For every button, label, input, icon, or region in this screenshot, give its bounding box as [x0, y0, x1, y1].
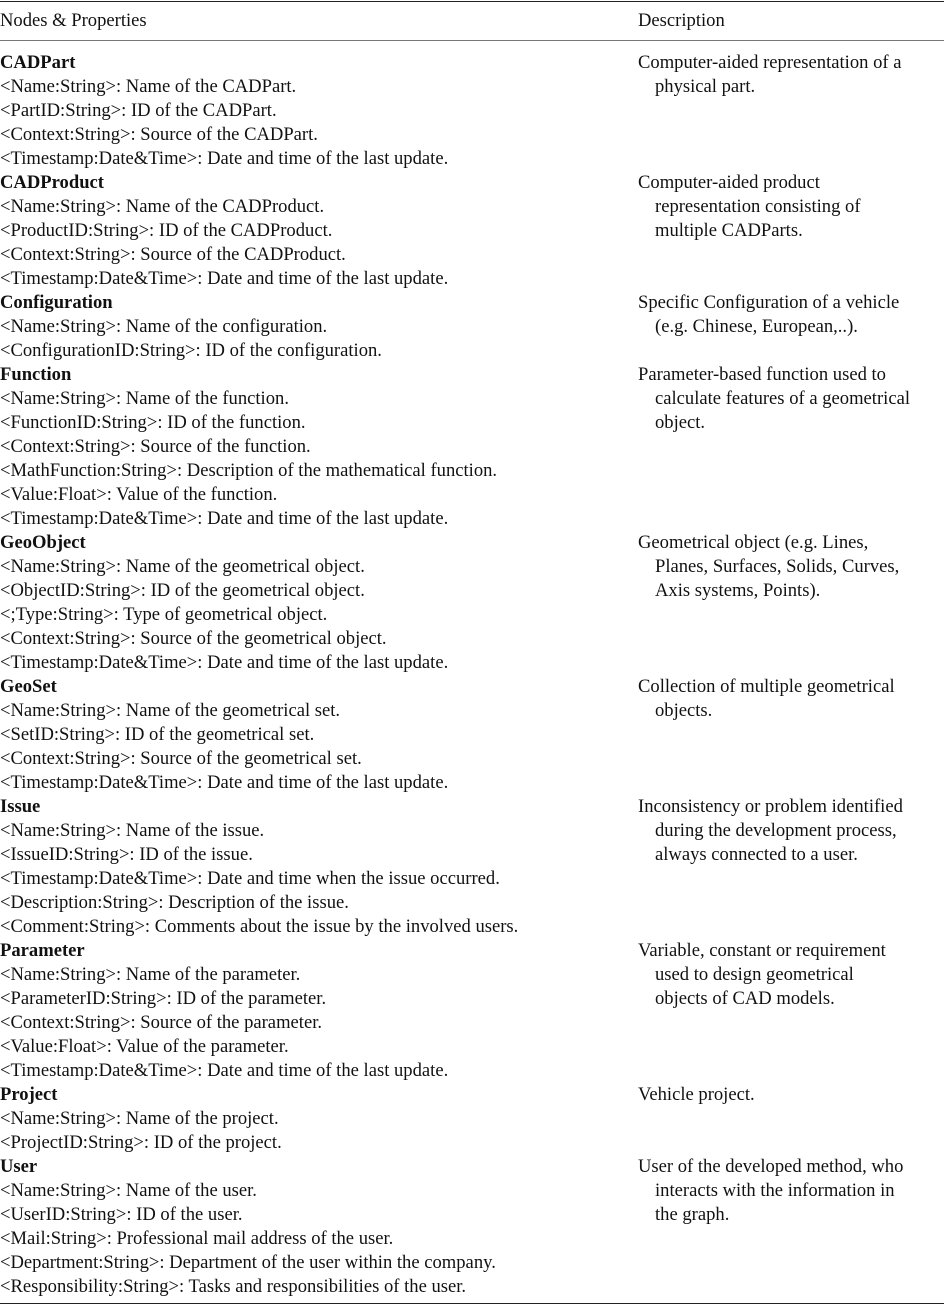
- node-property: <UserID:String>: ID of the user.: [0, 1204, 243, 1225]
- table-row: [0, 795, 944, 939]
- node-name: GeoSet: [0, 676, 57, 697]
- node-property: <Department:String>: Department of the user within the company.: [0, 1252, 496, 1273]
- description-cell: [638, 531, 944, 603]
- description-cell: [638, 171, 944, 243]
- node-property: <Timestamp:Date&Time>: Date and time of the last update.: [0, 508, 449, 529]
- description-line: used to design geometrical: [655, 964, 854, 985]
- description-line: Computer-aided representation of a: [638, 52, 902, 73]
- description-line: Geometrical object (e.g. Lines,: [638, 532, 869, 553]
- bottom-rule: [0, 1303, 944, 1304]
- node-property: <Context:String>: Source of the function.: [0, 436, 311, 457]
- node-property: <Mail:String>: Professional mail address of the user.: [0, 1228, 394, 1249]
- node-name: Issue: [0, 796, 41, 817]
- node-property: <Timestamp:Date&Time>: Date and time of the last update.: [0, 1060, 449, 1081]
- description-line: Variable, constant or requirement: [638, 940, 886, 961]
- node-property: <Name:String>: Name of the geometrical set.: [0, 700, 341, 721]
- node-property: <Comment:String>: Comments about the issue by the involved users.: [0, 916, 519, 937]
- header-nodes-properties: Nodes & Properties: [0, 10, 147, 31]
- table-row: [0, 1155, 944, 1299]
- node-cell: [0, 363, 638, 531]
- node-property: <ObjectID:String>: ID of the geometrical object.: [0, 580, 365, 601]
- description-line: interacts with the information in: [655, 1180, 895, 1201]
- node-cell: [0, 531, 638, 675]
- node-property: <Timestamp:Date&Time>: Date and time when the issue occurred.: [0, 868, 500, 889]
- description-line: Specific Configuration of a vehicle: [638, 292, 900, 313]
- table-row: [0, 363, 944, 531]
- node-property: <Context:String>: Source of the CADProduct.: [0, 244, 346, 265]
- node-property: <Context:String>: Source of the parameter.: [0, 1012, 323, 1033]
- node-property: <Name:String>: Name of the CADPart.: [0, 76, 297, 97]
- description-line: objects.: [655, 700, 713, 721]
- description-cell: [638, 51, 944, 99]
- node-property: <Timestamp:Date&Time>: Date and time of the last update.: [0, 268, 449, 289]
- node-property: <Context:String>: Source of the CADPart.: [0, 124, 318, 145]
- node-name: CADPart: [0, 52, 76, 73]
- node-cell: [0, 795, 638, 939]
- node-name: Configuration: [0, 292, 113, 313]
- description-line: the graph.: [655, 1204, 730, 1225]
- node-property: <Name:String>: Name of the project.: [0, 1108, 279, 1129]
- node-cell: [0, 939, 638, 1083]
- node-property: <Timestamp:Date&Time>: Date and time of the last update.: [0, 148, 449, 169]
- table-header: [0, 9, 944, 33]
- description-line: calculate features of a geometrical: [655, 388, 910, 409]
- node-property: <Context:String>: Source of the geometrical object.: [0, 628, 387, 649]
- description-cell: [638, 1083, 944, 1107]
- node-property: <ConfigurationID:String>: ID of the configuration.: [0, 340, 382, 361]
- description-line: during the development process,: [655, 820, 897, 841]
- node-cell: [0, 1155, 638, 1299]
- node-property: <ProductID:String>: ID of the CADProduct.: [0, 220, 333, 241]
- node-name: Parameter: [0, 940, 85, 961]
- description-line: multiple CADParts.: [655, 220, 803, 241]
- table-row: [0, 531, 944, 675]
- node-property: <MathFunction:String>: Description of the mathematical function.: [0, 460, 498, 481]
- description-line: User of the developed method, who: [638, 1156, 904, 1177]
- description-cell: [638, 675, 944, 723]
- top-rule: [0, 1, 944, 2]
- table-row: [0, 51, 944, 171]
- node-property: <Name:String>: Name of the geometrical object.: [0, 556, 365, 577]
- description-cell: [638, 1155, 944, 1227]
- node-property: <Name:String>: Name of the configuration.: [0, 316, 328, 337]
- description-line: (e.g. Chinese, European,..).: [655, 316, 858, 337]
- node-property: <ProjectID:String>: ID of the project.: [0, 1132, 282, 1153]
- node-property: <Responsibility:String>: Tasks and responsibilities of the user.: [0, 1276, 467, 1297]
- header-rule: [0, 40, 944, 41]
- table-row: [0, 291, 944, 363]
- node-property: <SetID:String>: ID of the geometrical set.: [0, 724, 315, 745]
- node-property: <Name:String>: Name of the function.: [0, 388, 289, 409]
- description-line: always connected to a user.: [655, 844, 858, 865]
- node-property: <Description:String>: Description of the issue.: [0, 892, 349, 913]
- node-name: Function: [0, 364, 72, 385]
- node-cell: [0, 291, 638, 363]
- node-name: User: [0, 1156, 38, 1177]
- node-name: Project: [0, 1084, 58, 1105]
- description-line: Vehicle project.: [638, 1084, 755, 1105]
- node-property: <Value:Float>: Value of the function.: [0, 484, 278, 505]
- description-line: Parameter-based function used to: [638, 364, 886, 385]
- node-cell: [0, 51, 638, 171]
- description-cell: [638, 291, 944, 339]
- description-line: Inconsistency or problem identified: [638, 796, 903, 817]
- node-property: <Name:String>: Name of the parameter.: [0, 964, 301, 985]
- description-line: objects of CAD models.: [655, 988, 835, 1009]
- description-line: Computer-aided product: [638, 172, 820, 193]
- description-line: physical part.: [655, 76, 756, 97]
- node-property: <IssueID:String>: ID of the issue.: [0, 844, 253, 865]
- description-line: object.: [655, 412, 706, 433]
- description-line: representation consisting of: [655, 196, 861, 217]
- table-row: [0, 675, 944, 795]
- table-row: [0, 171, 944, 291]
- node-property: <Context:String>: Source of the geometrical set.: [0, 748, 362, 769]
- node-property: <Timestamp:Date&Time>: Date and time of the last update.: [0, 772, 449, 793]
- header-description: Description: [638, 10, 725, 31]
- node-cell: [0, 1083, 638, 1155]
- description-line: Axis systems, Points).: [655, 580, 821, 601]
- description-cell: [638, 363, 944, 435]
- node-name: GeoObject: [0, 532, 86, 553]
- node-name: CADProduct: [0, 172, 104, 193]
- node-property: <;Type:String>: Type of geometrical object.: [0, 604, 328, 625]
- table-row: [0, 1083, 944, 1155]
- description-cell: [638, 939, 944, 1011]
- node-cell: [0, 171, 638, 291]
- node-property: <ParameterID:String>: ID of the parameter.: [0, 988, 327, 1009]
- node-property: <Value:Float>: Value of the parameter.: [0, 1036, 289, 1057]
- node-cell: [0, 675, 638, 795]
- node-property: <Timestamp:Date&Time>: Date and time of the last update.: [0, 652, 449, 673]
- table-row: [0, 939, 944, 1083]
- table-body: [0, 51, 944, 1299]
- description-line: Collection of multiple geometrical: [638, 676, 895, 697]
- node-property: <PartID:String>: ID of the CADPart.: [0, 100, 277, 121]
- node-property: <Name:String>: Name of the issue.: [0, 820, 265, 841]
- node-property: <Name:String>: Name of the user.: [0, 1180, 257, 1201]
- node-property: <FunctionID:String>: ID of the function.: [0, 412, 306, 433]
- description-cell: [638, 795, 944, 867]
- node-property: <Name:String>: Name of the CADProduct.: [0, 196, 325, 217]
- description-line: Planes, Surfaces, Solids, Curves,: [655, 556, 900, 577]
